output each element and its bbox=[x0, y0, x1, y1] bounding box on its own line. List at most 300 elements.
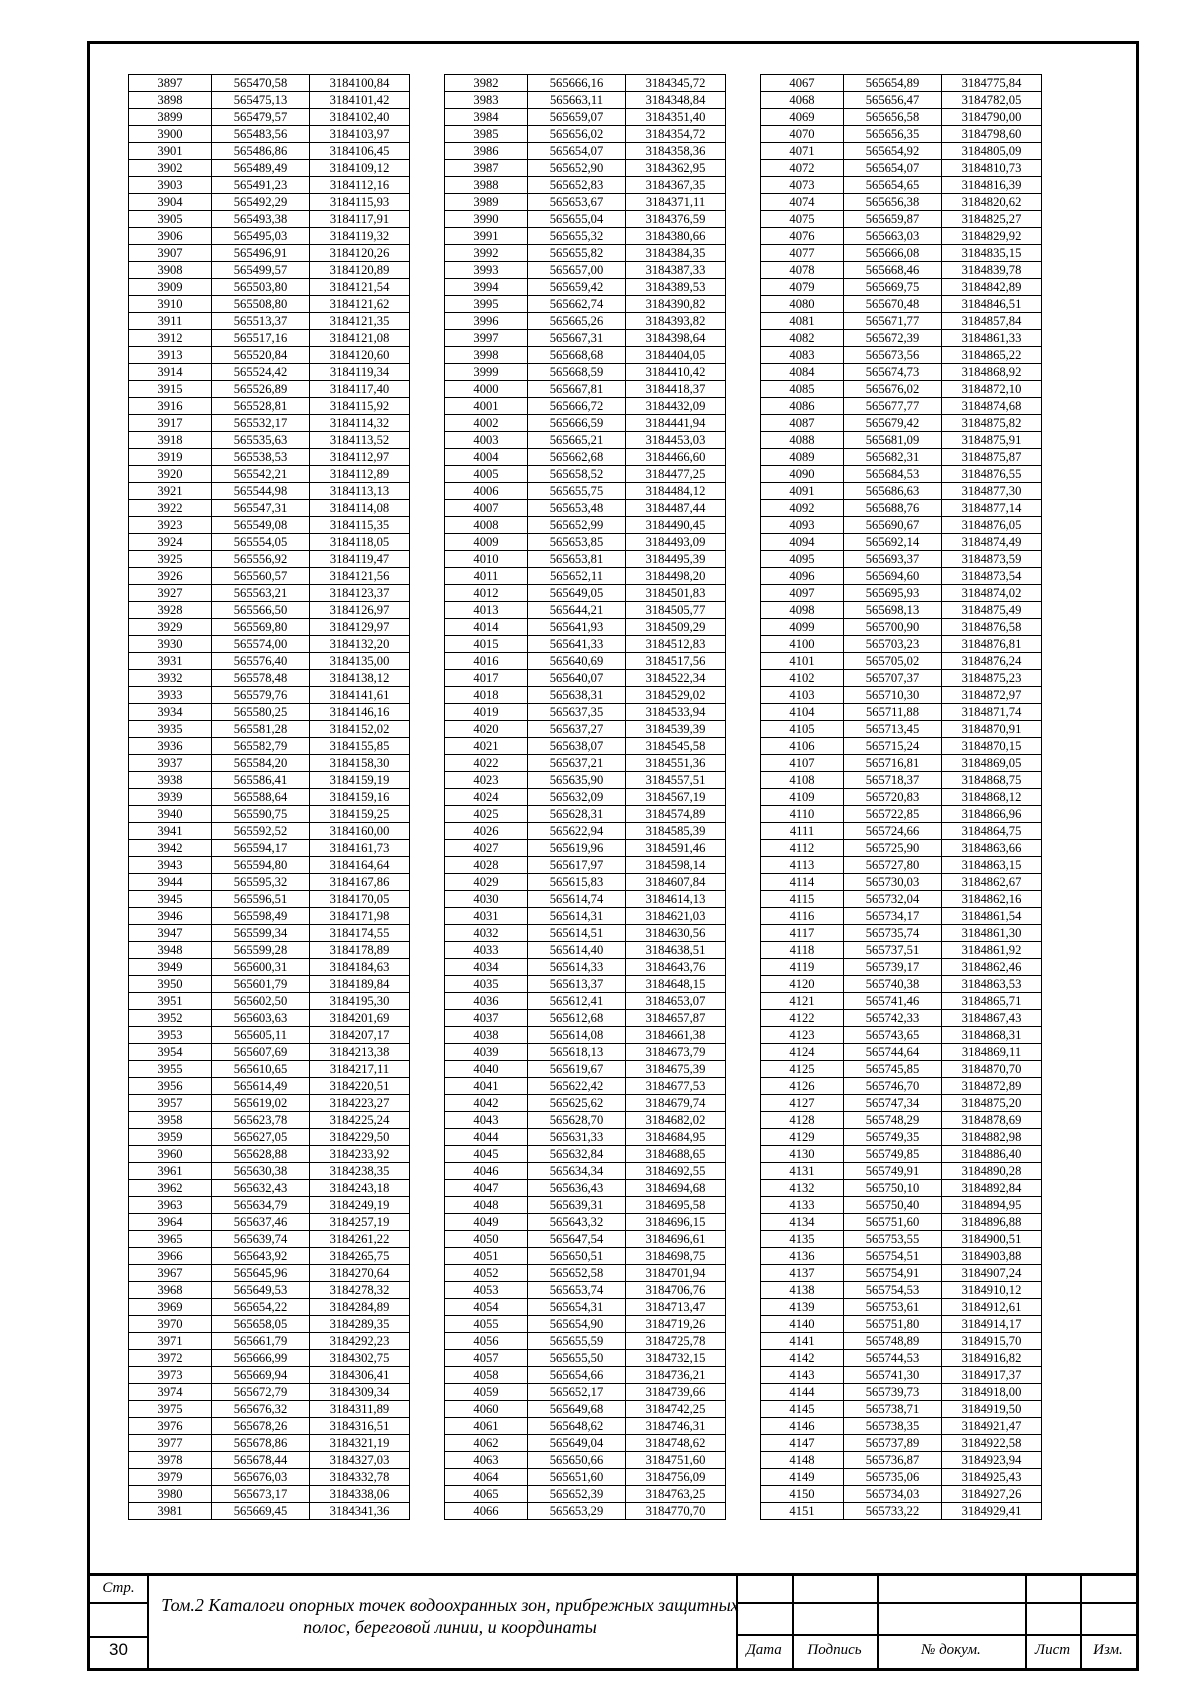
y-coordinate: 3184289,35 bbox=[310, 1316, 410, 1333]
y-coordinate: 3184868,12 bbox=[942, 789, 1042, 806]
point-number: 3961 bbox=[129, 1163, 212, 1180]
x-coordinate: 565711,88 bbox=[844, 704, 942, 721]
point-number: 4081 bbox=[761, 313, 844, 330]
y-coordinate: 3184829,92 bbox=[942, 228, 1042, 245]
y-coordinate: 3184677,53 bbox=[626, 1078, 726, 1095]
x-coordinate: 565615,83 bbox=[528, 874, 626, 891]
table-row bbox=[761, 1214, 1042, 1231]
point-number: 4151 bbox=[761, 1503, 844, 1520]
table-row bbox=[129, 1350, 410, 1367]
y-coordinate: 3184225,24 bbox=[310, 1112, 410, 1129]
y-coordinate: 3184925,43 bbox=[942, 1469, 1042, 1486]
y-coordinate: 3184567,19 bbox=[626, 789, 726, 806]
table-row bbox=[761, 1333, 1042, 1350]
table-row bbox=[761, 619, 1042, 636]
y-coordinate: 3184278,32 bbox=[310, 1282, 410, 1299]
y-coordinate: 3184882,98 bbox=[942, 1129, 1042, 1146]
point-number: 3966 bbox=[129, 1248, 212, 1265]
point-number: 3974 bbox=[129, 1384, 212, 1401]
point-number: 3938 bbox=[129, 772, 212, 789]
x-coordinate: 565614,08 bbox=[528, 1027, 626, 1044]
table-row bbox=[129, 551, 410, 568]
x-coordinate: 565725,90 bbox=[844, 840, 942, 857]
point-number: 4091 bbox=[761, 483, 844, 500]
table-row bbox=[129, 194, 410, 211]
table-row bbox=[761, 194, 1042, 211]
point-number: 3897 bbox=[129, 75, 212, 92]
table-row bbox=[761, 1112, 1042, 1129]
point-number: 4068 bbox=[761, 92, 844, 109]
point-number: 4119 bbox=[761, 959, 844, 976]
x-coordinate: 565556,92 bbox=[212, 551, 310, 568]
x-coordinate: 565640,69 bbox=[528, 653, 626, 670]
y-coordinate: 3184159,19 bbox=[310, 772, 410, 789]
point-number: 3917 bbox=[129, 415, 212, 432]
table-row bbox=[129, 823, 410, 840]
x-coordinate: 565690,67 bbox=[844, 517, 942, 534]
table-row bbox=[445, 228, 726, 245]
point-number: 4072 bbox=[761, 160, 844, 177]
table-row bbox=[445, 1044, 726, 1061]
x-coordinate: 565722,85 bbox=[844, 806, 942, 823]
point-number: 3924 bbox=[129, 534, 212, 551]
point-number: 4086 bbox=[761, 398, 844, 415]
y-coordinate: 3184109,12 bbox=[310, 160, 410, 177]
y-coordinate: 3184763,25 bbox=[626, 1486, 726, 1503]
point-number: 4092 bbox=[761, 500, 844, 517]
point-number: 3935 bbox=[129, 721, 212, 738]
y-coordinate: 3184719,26 bbox=[626, 1316, 726, 1333]
y-coordinate: 3184775,84 bbox=[942, 75, 1042, 92]
table-row bbox=[445, 296, 726, 313]
table-row bbox=[761, 1163, 1042, 1180]
x-coordinate: 565654,90 bbox=[528, 1316, 626, 1333]
x-coordinate: 565718,37 bbox=[844, 772, 942, 789]
table-row bbox=[445, 330, 726, 347]
point-number: 3934 bbox=[129, 704, 212, 721]
point-number: 3950 bbox=[129, 976, 212, 993]
y-coordinate: 3184598,14 bbox=[626, 857, 726, 874]
point-number: 4149 bbox=[761, 1469, 844, 1486]
y-coordinate: 3184630,56 bbox=[626, 925, 726, 942]
x-coordinate: 565638,07 bbox=[528, 738, 626, 755]
y-coordinate: 3184713,47 bbox=[626, 1299, 726, 1316]
point-number: 4088 bbox=[761, 432, 844, 449]
y-coordinate: 3184607,84 bbox=[626, 874, 726, 891]
y-coordinate: 3184876,05 bbox=[942, 517, 1042, 534]
table-row bbox=[445, 1316, 726, 1333]
x-coordinate: 565671,77 bbox=[844, 313, 942, 330]
y-coordinate: 3184886,40 bbox=[942, 1146, 1042, 1163]
table-row bbox=[445, 92, 726, 109]
table-row bbox=[761, 721, 1042, 738]
point-number: 4079 bbox=[761, 279, 844, 296]
y-coordinate: 3184118,05 bbox=[310, 534, 410, 551]
table-row bbox=[761, 449, 1042, 466]
point-number: 4064 bbox=[445, 1469, 528, 1486]
x-coordinate: 565544,98 bbox=[212, 483, 310, 500]
x-coordinate: 565678,26 bbox=[212, 1418, 310, 1435]
x-coordinate: 565652,58 bbox=[528, 1265, 626, 1282]
x-coordinate: 565601,79 bbox=[212, 976, 310, 993]
y-coordinate: 3184839,78 bbox=[942, 262, 1042, 279]
x-coordinate: 565663,11 bbox=[528, 92, 626, 109]
x-coordinate: 565654,66 bbox=[528, 1367, 626, 1384]
point-number: 3988 bbox=[445, 177, 528, 194]
y-coordinate: 3184371,11 bbox=[626, 194, 726, 211]
table-row bbox=[761, 993, 1042, 1010]
table-row bbox=[761, 143, 1042, 160]
point-number: 3940 bbox=[129, 806, 212, 823]
x-coordinate: 565495,03 bbox=[212, 228, 310, 245]
table-row bbox=[761, 568, 1042, 585]
table-row bbox=[129, 1197, 410, 1214]
table-row bbox=[129, 1010, 410, 1027]
table-row bbox=[445, 194, 726, 211]
point-number: 4037 bbox=[445, 1010, 528, 1027]
y-coordinate: 3184164,64 bbox=[310, 857, 410, 874]
x-coordinate: 565749,85 bbox=[844, 1146, 942, 1163]
point-number: 4025 bbox=[445, 806, 528, 823]
x-coordinate: 565749,35 bbox=[844, 1129, 942, 1146]
table-row bbox=[761, 296, 1042, 313]
x-coordinate: 565754,53 bbox=[844, 1282, 942, 1299]
point-number: 4045 bbox=[445, 1146, 528, 1163]
point-number: 3999 bbox=[445, 364, 528, 381]
x-coordinate: 565625,62 bbox=[528, 1095, 626, 1112]
y-coordinate: 3184393,82 bbox=[626, 313, 726, 330]
table-row bbox=[129, 1248, 410, 1265]
point-number: 4067 bbox=[761, 75, 844, 92]
point-number: 4124 bbox=[761, 1044, 844, 1061]
y-coordinate: 3184857,84 bbox=[942, 313, 1042, 330]
point-number: 4002 bbox=[445, 415, 528, 432]
y-coordinate: 3184106,45 bbox=[310, 143, 410, 160]
coordinates-table-1 bbox=[128, 74, 410, 1520]
x-coordinate: 565737,51 bbox=[844, 942, 942, 959]
table-row bbox=[761, 1044, 1042, 1061]
x-coordinate: 565655,75 bbox=[528, 483, 626, 500]
table-row bbox=[761, 1129, 1042, 1146]
x-coordinate: 565742,33 bbox=[844, 1010, 942, 1027]
point-number: 3997 bbox=[445, 330, 528, 347]
y-coordinate: 3184912,61 bbox=[942, 1299, 1042, 1316]
x-coordinate: 565670,48 bbox=[844, 296, 942, 313]
table-row bbox=[129, 262, 410, 279]
table-row bbox=[129, 296, 410, 313]
point-number: 4006 bbox=[445, 483, 528, 500]
point-number: 3904 bbox=[129, 194, 212, 211]
table-row bbox=[129, 1112, 410, 1129]
x-coordinate: 565665,26 bbox=[528, 313, 626, 330]
x-coordinate: 565632,84 bbox=[528, 1146, 626, 1163]
table-row bbox=[445, 1384, 726, 1401]
x-coordinate: 565654,89 bbox=[844, 75, 942, 92]
x-coordinate: 565667,81 bbox=[528, 381, 626, 398]
point-number: 3931 bbox=[129, 653, 212, 670]
x-coordinate: 565658,05 bbox=[212, 1316, 310, 1333]
point-number: 3923 bbox=[129, 517, 212, 534]
point-number: 3978 bbox=[129, 1452, 212, 1469]
x-coordinate: 565666,59 bbox=[528, 415, 626, 432]
point-number: 3927 bbox=[129, 585, 212, 602]
point-number: 4127 bbox=[761, 1095, 844, 1112]
point-number: 3947 bbox=[129, 925, 212, 942]
table-row bbox=[761, 1469, 1042, 1486]
table-row bbox=[445, 1401, 726, 1418]
point-number: 4057 bbox=[445, 1350, 528, 1367]
x-coordinate: 565637,46 bbox=[212, 1214, 310, 1231]
point-number: 4097 bbox=[761, 585, 844, 602]
x-coordinate: 565634,34 bbox=[528, 1163, 626, 1180]
x-coordinate: 565590,75 bbox=[212, 806, 310, 823]
point-number: 3960 bbox=[129, 1146, 212, 1163]
point-number: 4050 bbox=[445, 1231, 528, 1248]
point-number: 3967 bbox=[129, 1265, 212, 1282]
x-coordinate: 565668,59 bbox=[528, 364, 626, 381]
x-coordinate: 565641,93 bbox=[528, 619, 626, 636]
y-coordinate: 3184869,11 bbox=[942, 1044, 1042, 1061]
y-coordinate: 3184121,54 bbox=[310, 279, 410, 296]
point-number: 4100 bbox=[761, 636, 844, 653]
x-coordinate: 565667,31 bbox=[528, 330, 626, 347]
table-row bbox=[761, 1027, 1042, 1044]
y-coordinate: 3184121,56 bbox=[310, 568, 410, 585]
table-row bbox=[445, 585, 726, 602]
table-row bbox=[445, 313, 726, 330]
x-coordinate: 565628,70 bbox=[528, 1112, 626, 1129]
x-coordinate: 565496,91 bbox=[212, 245, 310, 262]
page-number: 30 bbox=[109, 1640, 128, 1659]
y-coordinate: 3184132,20 bbox=[310, 636, 410, 653]
x-coordinate: 565672,79 bbox=[212, 1384, 310, 1401]
x-coordinate: 565517,16 bbox=[212, 330, 310, 347]
y-coordinate: 3184698,75 bbox=[626, 1248, 726, 1265]
table-row bbox=[129, 1146, 410, 1163]
x-coordinate: 565656,58 bbox=[844, 109, 942, 126]
x-coordinate: 565486,86 bbox=[212, 143, 310, 160]
x-coordinate: 565727,80 bbox=[844, 857, 942, 874]
table-row bbox=[761, 925, 1042, 942]
table-row bbox=[129, 313, 410, 330]
point-number: 4008 bbox=[445, 517, 528, 534]
point-number: 3959 bbox=[129, 1129, 212, 1146]
x-coordinate: 565622,42 bbox=[528, 1078, 626, 1095]
y-coordinate: 3184842,89 bbox=[942, 279, 1042, 296]
y-coordinate: 3184178,89 bbox=[310, 942, 410, 959]
point-number: 3907 bbox=[129, 245, 212, 262]
point-number: 4056 bbox=[445, 1333, 528, 1350]
y-coordinate: 3184338,06 bbox=[310, 1486, 410, 1503]
y-coordinate: 3184158,30 bbox=[310, 755, 410, 772]
x-coordinate: 565661,79 bbox=[212, 1333, 310, 1350]
point-number: 4007 bbox=[445, 500, 528, 517]
y-coordinate: 3184869,05 bbox=[942, 755, 1042, 772]
table-row bbox=[129, 925, 410, 942]
table-row bbox=[445, 432, 726, 449]
point-number: 4062 bbox=[445, 1435, 528, 1452]
y-coordinate: 3184119,47 bbox=[310, 551, 410, 568]
table-row bbox=[761, 687, 1042, 704]
x-coordinate: 565535,63 bbox=[212, 432, 310, 449]
point-number: 3922 bbox=[129, 500, 212, 517]
x-coordinate: 565730,03 bbox=[844, 874, 942, 891]
x-coordinate: 565655,59 bbox=[528, 1333, 626, 1350]
x-coordinate: 565636,43 bbox=[528, 1180, 626, 1197]
x-coordinate: 565716,81 bbox=[844, 755, 942, 772]
y-coordinate: 3184189,84 bbox=[310, 976, 410, 993]
table-row bbox=[445, 347, 726, 364]
x-coordinate: 565653,85 bbox=[528, 534, 626, 551]
x-coordinate: 565710,30 bbox=[844, 687, 942, 704]
point-number: 3914 bbox=[129, 364, 212, 381]
x-coordinate: 565614,40 bbox=[528, 942, 626, 959]
coordinates-table-3 bbox=[760, 74, 1042, 1520]
table-row bbox=[445, 704, 726, 721]
point-number: 4121 bbox=[761, 993, 844, 1010]
x-coordinate: 565652,99 bbox=[528, 517, 626, 534]
table-row bbox=[129, 1095, 410, 1112]
x-coordinate: 565599,34 bbox=[212, 925, 310, 942]
point-number: 3954 bbox=[129, 1044, 212, 1061]
y-coordinate: 3184509,29 bbox=[626, 619, 726, 636]
x-coordinate: 565692,14 bbox=[844, 534, 942, 551]
table-row bbox=[761, 262, 1042, 279]
table-row bbox=[129, 585, 410, 602]
table-row bbox=[445, 381, 726, 398]
point-number: 4109 bbox=[761, 789, 844, 806]
table-row bbox=[761, 704, 1042, 721]
table-row bbox=[445, 449, 726, 466]
point-number: 4001 bbox=[445, 398, 528, 415]
x-coordinate: 565614,49 bbox=[212, 1078, 310, 1095]
x-coordinate: 565653,81 bbox=[528, 551, 626, 568]
table-row bbox=[445, 1418, 726, 1435]
point-number: 3919 bbox=[129, 449, 212, 466]
y-coordinate: 3184922,58 bbox=[942, 1435, 1042, 1452]
y-coordinate: 3184167,86 bbox=[310, 874, 410, 891]
y-coordinate: 3184929,41 bbox=[942, 1503, 1042, 1520]
table-row bbox=[761, 1418, 1042, 1435]
x-coordinate: 565747,34 bbox=[844, 1095, 942, 1112]
table-row bbox=[761, 1248, 1042, 1265]
x-coordinate: 565655,50 bbox=[528, 1350, 626, 1367]
x-coordinate: 565754,51 bbox=[844, 1248, 942, 1265]
point-number: 3903 bbox=[129, 177, 212, 194]
y-coordinate: 3184384,35 bbox=[626, 245, 726, 262]
point-number: 3983 bbox=[445, 92, 528, 109]
point-number: 4137 bbox=[761, 1265, 844, 1282]
x-coordinate: 565741,46 bbox=[844, 993, 942, 1010]
x-coordinate: 565678,44 bbox=[212, 1452, 310, 1469]
x-coordinate: 565528,81 bbox=[212, 398, 310, 415]
x-coordinate: 565659,07 bbox=[528, 109, 626, 126]
point-number: 3985 bbox=[445, 126, 528, 143]
point-number: 4102 bbox=[761, 670, 844, 687]
point-number: 4023 bbox=[445, 772, 528, 789]
table-row bbox=[761, 857, 1042, 874]
y-coordinate: 3184195,30 bbox=[310, 993, 410, 1010]
point-number: 4077 bbox=[761, 245, 844, 262]
table-row bbox=[129, 449, 410, 466]
table-row bbox=[761, 874, 1042, 891]
y-coordinate: 3184233,92 bbox=[310, 1146, 410, 1163]
title-block bbox=[90, 1573, 1136, 1668]
x-coordinate: 565656,38 bbox=[844, 194, 942, 211]
y-coordinate: 3184113,52 bbox=[310, 432, 410, 449]
x-coordinate: 565653,48 bbox=[528, 500, 626, 517]
x-coordinate: 565617,97 bbox=[528, 857, 626, 874]
point-number: 4054 bbox=[445, 1299, 528, 1316]
y-coordinate: 3184265,75 bbox=[310, 1248, 410, 1265]
point-number: 4028 bbox=[445, 857, 528, 874]
x-coordinate: 565538,53 bbox=[212, 449, 310, 466]
x-coordinate: 565655,04 bbox=[528, 211, 626, 228]
point-number: 3925 bbox=[129, 551, 212, 568]
point-number: 4150 bbox=[761, 1486, 844, 1503]
y-coordinate: 3184867,43 bbox=[942, 1010, 1042, 1027]
point-number: 4130 bbox=[761, 1146, 844, 1163]
y-coordinate: 3184875,23 bbox=[942, 670, 1042, 687]
point-number: 3994 bbox=[445, 279, 528, 296]
point-number: 4019 bbox=[445, 704, 528, 721]
table-row bbox=[129, 1265, 410, 1282]
y-coordinate: 3184863,53 bbox=[942, 976, 1042, 993]
point-number: 4048 bbox=[445, 1197, 528, 1214]
point-number: 3921 bbox=[129, 483, 212, 500]
document-number-column-label: № докум. bbox=[921, 1642, 981, 1658]
x-coordinate: 565653,74 bbox=[528, 1282, 626, 1299]
y-coordinate: 3184865,71 bbox=[942, 993, 1042, 1010]
table-row bbox=[129, 772, 410, 789]
x-coordinate: 565724,66 bbox=[844, 823, 942, 840]
x-coordinate: 565563,21 bbox=[212, 585, 310, 602]
table-row bbox=[761, 1078, 1042, 1095]
x-coordinate: 565560,57 bbox=[212, 568, 310, 585]
x-coordinate: 565648,62 bbox=[528, 1418, 626, 1435]
point-number: 3971 bbox=[129, 1333, 212, 1350]
y-coordinate: 3184466,60 bbox=[626, 449, 726, 466]
y-coordinate: 3184868,31 bbox=[942, 1027, 1042, 1044]
point-number: 3926 bbox=[129, 568, 212, 585]
x-coordinate: 565644,21 bbox=[528, 602, 626, 619]
table-row bbox=[129, 1469, 410, 1486]
x-coordinate: 565707,37 bbox=[844, 670, 942, 687]
table-row bbox=[761, 517, 1042, 534]
y-coordinate: 3184870,15 bbox=[942, 738, 1042, 755]
table-row bbox=[129, 602, 410, 619]
y-coordinate: 3184529,02 bbox=[626, 687, 726, 704]
y-coordinate: 3184100,84 bbox=[310, 75, 410, 92]
x-coordinate: 565715,24 bbox=[844, 738, 942, 755]
x-coordinate: 565581,28 bbox=[212, 721, 310, 738]
table-row bbox=[761, 245, 1042, 262]
table-row bbox=[445, 1282, 726, 1299]
y-coordinate: 3184875,49 bbox=[942, 602, 1042, 619]
y-coordinate: 3184341,36 bbox=[310, 1503, 410, 1520]
x-coordinate: 565676,32 bbox=[212, 1401, 310, 1418]
point-number: 4047 bbox=[445, 1180, 528, 1197]
y-coordinate: 3184861,30 bbox=[942, 925, 1042, 942]
point-number: 4133 bbox=[761, 1197, 844, 1214]
x-coordinate: 565720,83 bbox=[844, 789, 942, 806]
table-row bbox=[445, 942, 726, 959]
table-row bbox=[445, 415, 726, 432]
table-row bbox=[445, 1486, 726, 1503]
y-coordinate: 3184574,89 bbox=[626, 806, 726, 823]
y-coordinate: 3184332,78 bbox=[310, 1469, 410, 1486]
table-row bbox=[129, 619, 410, 636]
